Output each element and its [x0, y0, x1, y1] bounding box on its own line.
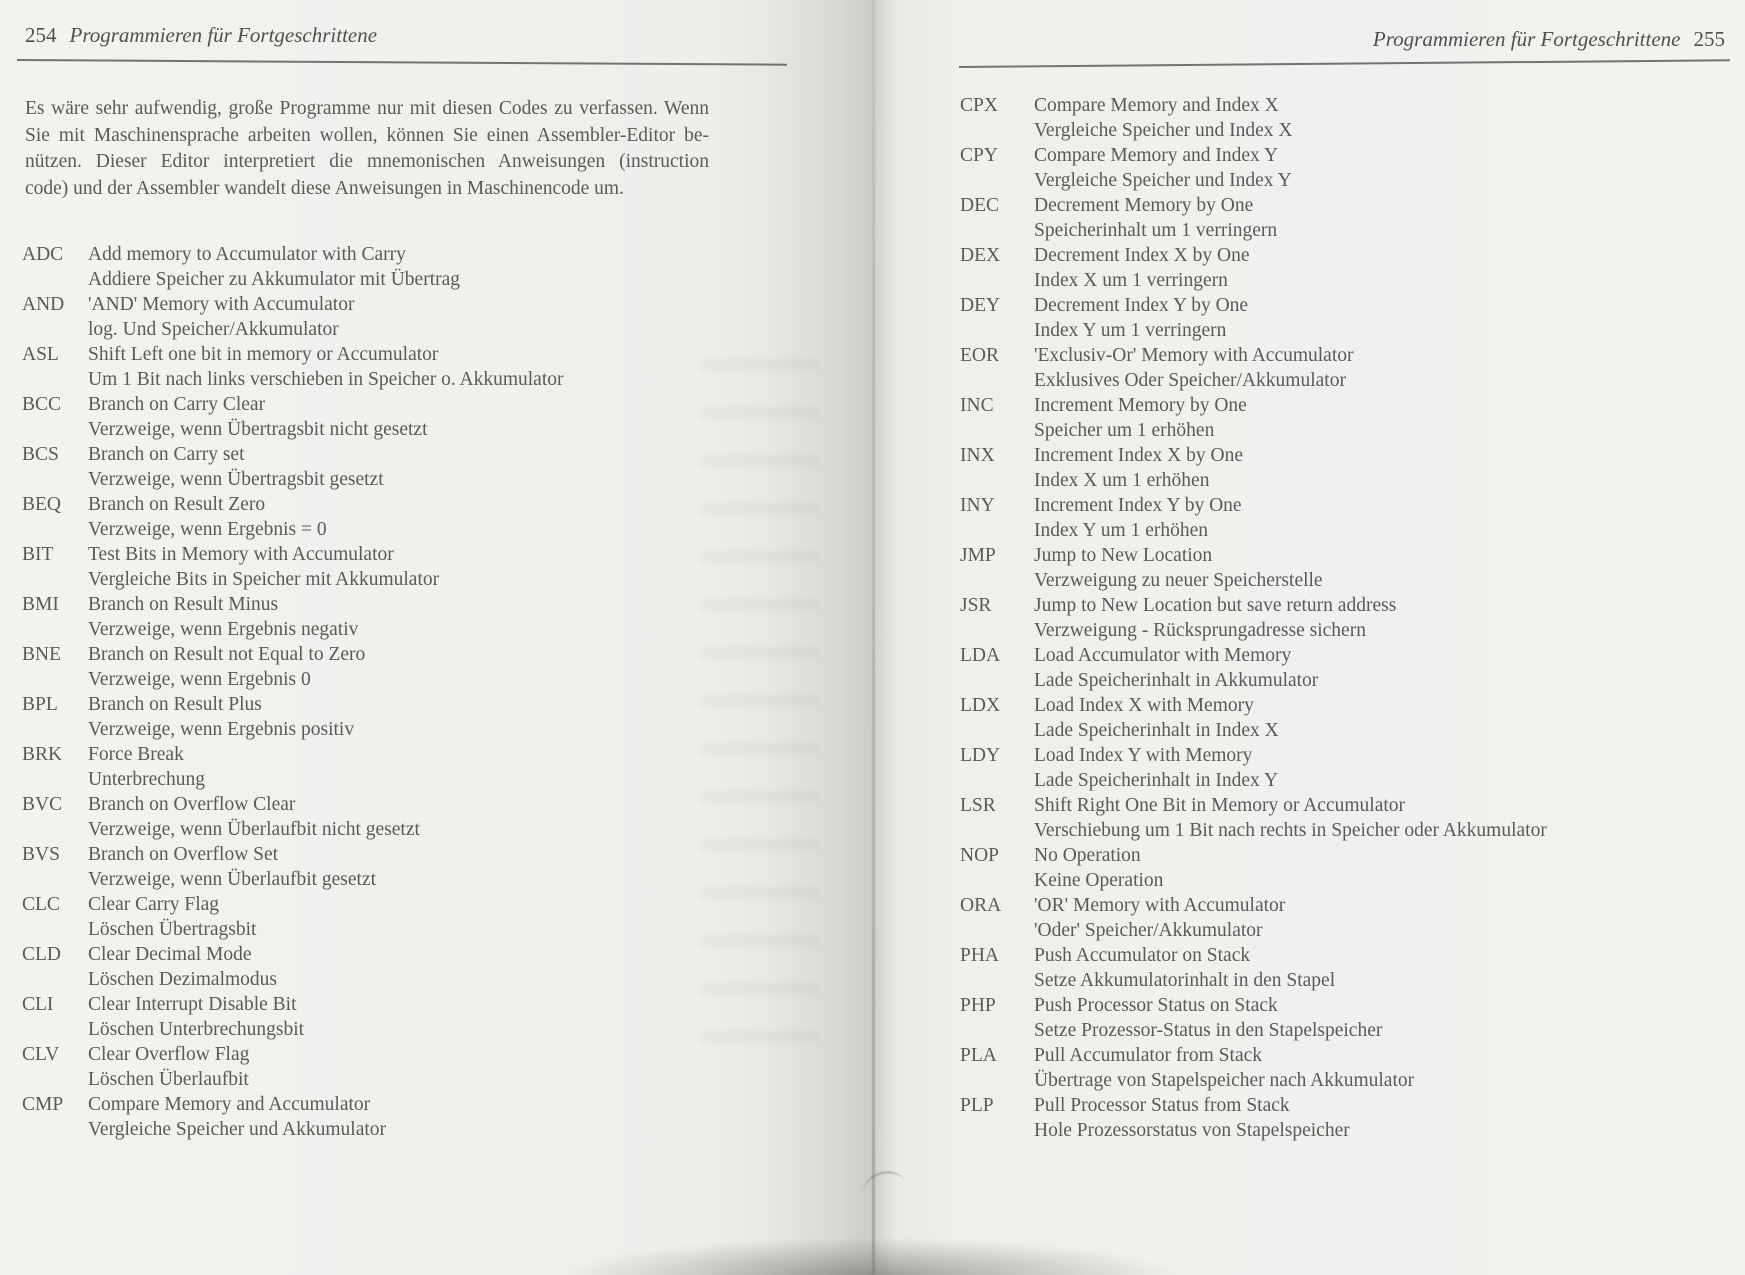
opcode-entry: [960, 993, 1680, 1043]
opcode-entry: [960, 493, 1680, 543]
opcode-desc-english: Test Bits in Memory with Accumulator: [88, 544, 394, 565]
opcode-descriptions: [1034, 293, 1680, 343]
opcode-mnemonic: INC: [960, 395, 994, 416]
opcode-entry: [960, 343, 1680, 393]
opcode-descriptions: [88, 542, 717, 592]
opcode-mnemonic: ADC: [22, 244, 64, 265]
opcode-entry: [960, 293, 1680, 343]
opcode-descriptions: [1034, 943, 1680, 993]
opcode-mnemonic: LSR: [960, 795, 996, 816]
opcode-entry: [22, 592, 717, 642]
opcode-descriptions: [88, 992, 717, 1042]
opcode-mnemonic: ASL: [22, 344, 59, 365]
opcode-desc-german: Index Y um 1 verringern: [1034, 320, 1227, 341]
opcode-desc-english: Compare Memory and Index X: [1034, 95, 1279, 116]
opcode-mnemonic: CLD: [22, 944, 61, 965]
opcode-mnemonic: CLI: [22, 994, 54, 1015]
opcode-desc-german: Verzweige, wenn Ergebnis negativ: [88, 619, 359, 640]
opcode-descriptions: [88, 592, 717, 642]
opcode-entry: [22, 992, 717, 1042]
left-head-rule: [17, 59, 787, 66]
opcode-desc-german: Verzweige, wenn Ergebnis positiv: [88, 719, 355, 740]
opcode-desc-german: Unterbrechung: [88, 769, 205, 790]
opcode-descriptions: [1034, 1093, 1680, 1143]
opcode-mnemonic: DEY: [960, 295, 1001, 316]
opcode-mnemonic: CMP: [22, 1094, 64, 1115]
opcode-entry: [960, 143, 1680, 193]
opcode-mnemonic: BVC: [22, 794, 63, 815]
opcode-descriptions: [88, 1092, 717, 1142]
opcode-entry: [960, 593, 1680, 643]
intro-line: Es wäre sehr aufwendig, große Programme nur mit diesen Codes zu verfassen. Wenn: [25, 98, 709, 119]
opcode-entry: [960, 793, 1680, 843]
opcode-desc-german: Löschen Übertragsbit: [88, 919, 257, 940]
opcode-desc-english: Decrement Index X by One: [1034, 245, 1250, 266]
opcode-mnemonic: BVS: [22, 844, 60, 865]
scan-scratch-mark: [861, 1167, 906, 1193]
opcode-descriptions: [88, 342, 717, 392]
opcode-descriptions: [1034, 93, 1680, 143]
opcode-mnemonic: AND: [22, 294, 65, 315]
opcode-descriptions: [1034, 143, 1680, 193]
opcode-mnemonic: ORA: [960, 895, 1002, 916]
opcode-desc-english: Increment Index Y by One: [1034, 495, 1242, 516]
opcode-descriptions: [88, 842, 717, 892]
opcode-desc-english: Compare Memory and Index Y: [1034, 145, 1279, 166]
opcode-mnemonic: EOR: [960, 345, 999, 366]
opcode-mnemonic: BCS: [22, 444, 59, 465]
opcode-descriptions: [88, 1042, 717, 1092]
opcode-desc-english: Clear Decimal Mode: [88, 944, 252, 965]
opcode-desc-english: Branch on Carry set: [88, 444, 245, 465]
opcode-descriptions: [1034, 193, 1680, 243]
gutter-page-edge: [872, 0, 875, 1275]
opcode-desc-english: 'OR' Memory with Accumulator: [1034, 895, 1286, 916]
opcode-mnemonic: PHP: [960, 995, 996, 1016]
opcode-mnemonic: BIT: [22, 544, 54, 565]
opcode-descriptions: [88, 242, 717, 292]
opcode-descriptions: [88, 792, 717, 842]
opcode-descriptions: [88, 742, 717, 792]
opcode-mnemonic: CLV: [22, 1044, 60, 1065]
opcode-mnemonic: BMI: [22, 594, 59, 615]
opcode-desc-english: Load Index Y with Memory: [1034, 745, 1253, 766]
opcode-desc-german: Index X um 1 verringern: [1034, 270, 1228, 291]
opcode-desc-english: Jump to New Location but save return address: [1034, 595, 1397, 616]
opcode-descriptions: [1034, 893, 1680, 943]
opcode-desc-german: log. Und Speicher/Akkumulator: [88, 319, 339, 340]
opcode-mnemonic: BPL: [22, 694, 58, 715]
opcode-entry: [22, 742, 717, 792]
opcode-mnemonic: NOP: [960, 845, 1000, 866]
opcode-entry: [22, 542, 717, 592]
intro-line: code) und der Assembler wandelt diese Anweisungen in Maschinencode um.: [25, 177, 624, 199]
opcode-list-left: [22, 242, 717, 1142]
opcode-desc-german: Verzweigung - Rücksprungadresse sichern: [1034, 620, 1366, 641]
opcode-mnemonic: LDY: [960, 745, 1001, 766]
left-running-head: [25, 23, 377, 48]
opcode-entry: [22, 392, 717, 442]
opcode-entry: [22, 1042, 717, 1092]
opcode-descriptions: [88, 942, 717, 992]
opcode-descriptions: [1034, 1043, 1680, 1093]
opcode-desc-german: Verzweigung zu neuer Speicherstelle: [1034, 570, 1323, 591]
intro-line: Sie mit Maschinensprache arbeiten wollen, können Sie einen Assembler-Editor be-: [25, 124, 709, 146]
opcode-desc-english: Load Index X with Memory: [1034, 695, 1254, 716]
opcode-desc-english: Decrement Index Y by One: [1034, 295, 1249, 316]
opcode-desc-german: Vergleiche Speicher und Index Y: [1034, 170, 1292, 191]
opcode-descriptions: [88, 442, 717, 492]
opcode-desc-german: Index X um 1 erhöhen: [1034, 470, 1210, 491]
opcode-desc-german: Vergleiche Speicher und Index X: [1034, 120, 1293, 141]
opcode-entry: [960, 643, 1680, 693]
opcode-descriptions: [88, 392, 717, 442]
opcode-mnemonic: CLC: [22, 894, 60, 915]
opcode-entry: [22, 792, 717, 842]
opcode-mnemonic: CPY: [960, 145, 998, 166]
opcode-desc-english: Clear Overflow Flag: [88, 1044, 250, 1065]
opcode-mnemonic: PLP: [960, 1095, 994, 1116]
right-running-head: [1373, 27, 1725, 52]
opcode-entry: [960, 743, 1680, 793]
opcode-desc-german: Löschen Dezimalmodus: [88, 969, 277, 990]
opcode-mnemonic: JSR: [960, 595, 992, 616]
opcode-mnemonic: LDA: [960, 645, 1001, 666]
opcode-entry: [960, 393, 1680, 443]
right-head-rule: [959, 59, 1730, 68]
opcode-descriptions: [88, 492, 717, 542]
opcode-entry: [22, 692, 717, 742]
opcode-mnemonic: PLA: [960, 1045, 997, 1066]
opcode-entry: [22, 892, 717, 942]
opcode-desc-english: Jump to New Location: [1034, 545, 1213, 566]
opcode-mnemonic: CPX: [960, 95, 998, 116]
opcode-desc-german: Hole Prozessorstatus von Stapelspeicher: [1034, 1120, 1350, 1141]
opcode-desc-english: Pull Accumulator from Stack: [1034, 1045, 1263, 1066]
opcode-descriptions: [1034, 693, 1680, 743]
opcode-desc-german: Verzweige, wenn Ergebnis 0: [88, 669, 311, 690]
opcode-desc-english: Push Accumulator on Stack: [1034, 945, 1251, 966]
opcode-descriptions: [1034, 393, 1680, 443]
opcode-desc-english: Compare Memory and Accumulator: [88, 1094, 371, 1115]
opcode-desc-german: Löschen Überlaufbit: [88, 1069, 249, 1090]
left-page-number: 254: [25, 23, 57, 47]
opcode-mnemonic: BCC: [22, 394, 62, 415]
opcode-entry: [22, 242, 717, 292]
opcode-descriptions: [1034, 493, 1680, 543]
opcode-mnemonic: LDX: [960, 695, 1001, 716]
intro-line: nützen. Dieser Editor interpretiert die mnemonischen Anweisungen (instruction: [25, 151, 709, 172]
opcode-desc-german: Lade Speicherinhalt in Index X: [1034, 720, 1279, 741]
opcode-entry: [960, 1043, 1680, 1093]
opcode-descriptions: [1034, 843, 1680, 893]
opcode-desc-english: Branch on Result Plus: [88, 694, 262, 715]
opcode-desc-english: Branch on Result Minus: [88, 594, 279, 615]
opcode-entry: [22, 492, 717, 542]
opcode-descriptions: [1034, 793, 1680, 843]
bleed-through-ghost: [700, 360, 818, 1080]
opcode-desc-german: Verzweige, wenn Überlaufbit gesetzt: [88, 869, 377, 890]
opcode-entry: [960, 193, 1680, 243]
opcode-desc-english: Pull Processor Status from Stack: [1034, 1095, 1290, 1116]
opcode-descriptions: [1034, 343, 1680, 393]
opcode-desc-english: 'Exclusiv-Or' Memory with Accumulator: [1034, 345, 1354, 366]
opcode-mnemonic: BNE: [22, 644, 61, 665]
opcode-entry: [960, 243, 1680, 293]
opcode-descriptions: [1034, 593, 1680, 643]
opcode-desc-english: Force Break: [88, 744, 184, 765]
opcode-desc-english: Branch on Carry Clear: [88, 394, 266, 415]
opcode-desc-german: Verzweige, wenn Ergebnis = 0: [88, 519, 327, 540]
opcode-entry: [22, 342, 717, 392]
opcode-desc-german: Verzweige, wenn Übertragsbit nicht gesetzt: [88, 419, 428, 440]
left-running-title: Programmieren für Fortgeschrittene: [69, 23, 378, 47]
opcode-desc-english: Push Processor Status on Stack: [1034, 995, 1278, 1016]
right-running-title: Programmieren für Fortgeschrittene: [1372, 27, 1681, 51]
opcode-desc-german: Speicher um 1 erhöhen: [1034, 420, 1215, 441]
opcode-mnemonic: BRK: [22, 744, 63, 765]
opcode-desc-english: Branch on Result not Equal to Zero: [88, 644, 366, 665]
opcode-desc-german: Löschen Unterbrechungsbit: [88, 1019, 305, 1040]
opcode-mnemonic: DEX: [960, 245, 1001, 266]
opcode-desc-english: Add memory to Accumulator with Carry: [88, 244, 406, 265]
opcode-desc-german: Keine Operation: [1034, 870, 1164, 891]
opcode-entry: [960, 1093, 1680, 1143]
opcode-desc-german: Vergleiche Speicher und Akkumulator: [88, 1119, 387, 1140]
opcode-mnemonic: JMP: [960, 545, 996, 566]
opcode-entry: [960, 943, 1680, 993]
opcode-entry: [22, 642, 717, 692]
opcode-descriptions: [88, 692, 717, 742]
opcode-desc-german: Speicherinhalt um 1 verringern: [1034, 220, 1278, 241]
opcode-descriptions: [1034, 643, 1680, 693]
opcode-desc-german: Setze Prozessor-Status in den Stapelspeicher: [1034, 1020, 1383, 1041]
opcode-descriptions: [1034, 543, 1680, 593]
opcode-desc-german: Index Y um 1 erhöhen: [1034, 520, 1209, 541]
opcode-desc-german: 'Oder' Speicher/Akkumulator: [1034, 920, 1263, 941]
opcode-desc-german: Vergleiche Bits in Speicher mit Akkumulator: [88, 569, 440, 590]
opcode-desc-english: Shift Left one bit in memory or Accumulator: [88, 344, 439, 365]
right-page-number: 255: [1693, 27, 1725, 51]
opcode-mnemonic: INX: [960, 445, 995, 466]
opcode-entry: [22, 292, 717, 342]
opcode-desc-english: Load Accumulator with Memory: [1034, 645, 1292, 666]
opcode-mnemonic: BEQ: [22, 494, 61, 515]
opcode-desc-german: Lade Speicherinhalt in Akkumulator: [1034, 670, 1319, 691]
opcode-desc-german: Exklusives Oder Speicher/Akkumulator: [1034, 370, 1346, 391]
opcode-desc-german: Verzweige, wenn Übertragsbit gesetzt: [88, 469, 384, 490]
opcode-descriptions: [1034, 443, 1680, 493]
opcode-entry: [960, 543, 1680, 593]
opcode-mnemonic: DEC: [960, 195, 999, 216]
opcode-descriptions: [88, 292, 717, 342]
opcode-entry: [22, 942, 717, 992]
opcode-desc-english: 'AND' Memory with Accumulator: [88, 294, 355, 315]
opcode-desc-english: Branch on Result Zero: [88, 494, 266, 515]
opcode-desc-german: Verzweige, wenn Überlaufbit nicht gesetzt: [88, 819, 420, 840]
opcode-descriptions: [1034, 743, 1680, 793]
opcode-descriptions: [88, 892, 717, 942]
opcode-desc-german: Lade Speicherinhalt in Index Y: [1034, 770, 1279, 791]
opcode-desc-english: Increment Memory by One: [1034, 395, 1247, 416]
opcode-desc-german: Setze Akkumulatorinhalt in den Stapel: [1034, 970, 1336, 991]
opcode-entry: [960, 693, 1680, 743]
opcode-descriptions: [1034, 993, 1680, 1043]
opcode-desc-english: Decrement Memory by One: [1034, 195, 1254, 216]
opcode-desc-english: Clear Carry Flag: [88, 894, 220, 915]
opcode-desc-german: Verschiebung um 1 Bit nach rechts in Speicher oder Akkumulator: [1034, 820, 1547, 841]
opcode-desc-english: Clear Interrupt Disable Bit: [88, 994, 297, 1015]
opcode-mnemonic: PHA: [960, 945, 1000, 966]
opcode-desc-german: Übertrage von Stapelspeicher nach Akkumulator: [1034, 1070, 1415, 1091]
opcode-entry: [22, 442, 717, 492]
opcode-desc-english: Increment Index X by One: [1034, 445, 1244, 466]
opcode-desc-german: Addiere Speicher zu Akkumulator mit Übertrag: [88, 269, 461, 290]
opcode-mnemonic: INY: [960, 495, 995, 516]
opcode-desc-english: Branch on Overflow Set: [88, 844, 279, 865]
opcode-entry: [960, 843, 1680, 893]
opcode-desc-english: Branch on Overflow Clear: [88, 794, 296, 815]
opcode-desc-english: Shift Right One Bit in Memory or Accumulator: [1034, 795, 1406, 816]
opcode-list-right: [960, 93, 1680, 1143]
opcode-desc-german: Um 1 Bit nach links verschieben in Speicher o. Akkumulator: [88, 369, 564, 390]
opcode-entry: [22, 1092, 717, 1142]
opcode-descriptions: [1034, 243, 1680, 293]
opcode-entry: [22, 842, 717, 892]
opcode-entry: [960, 443, 1680, 493]
opcode-entry: [960, 93, 1680, 143]
opcode-entry: [960, 893, 1680, 943]
opcode-desc-english: No Operation: [1034, 845, 1141, 866]
intro-paragraph: [25, 96, 709, 202]
opcode-descriptions: [88, 642, 717, 692]
